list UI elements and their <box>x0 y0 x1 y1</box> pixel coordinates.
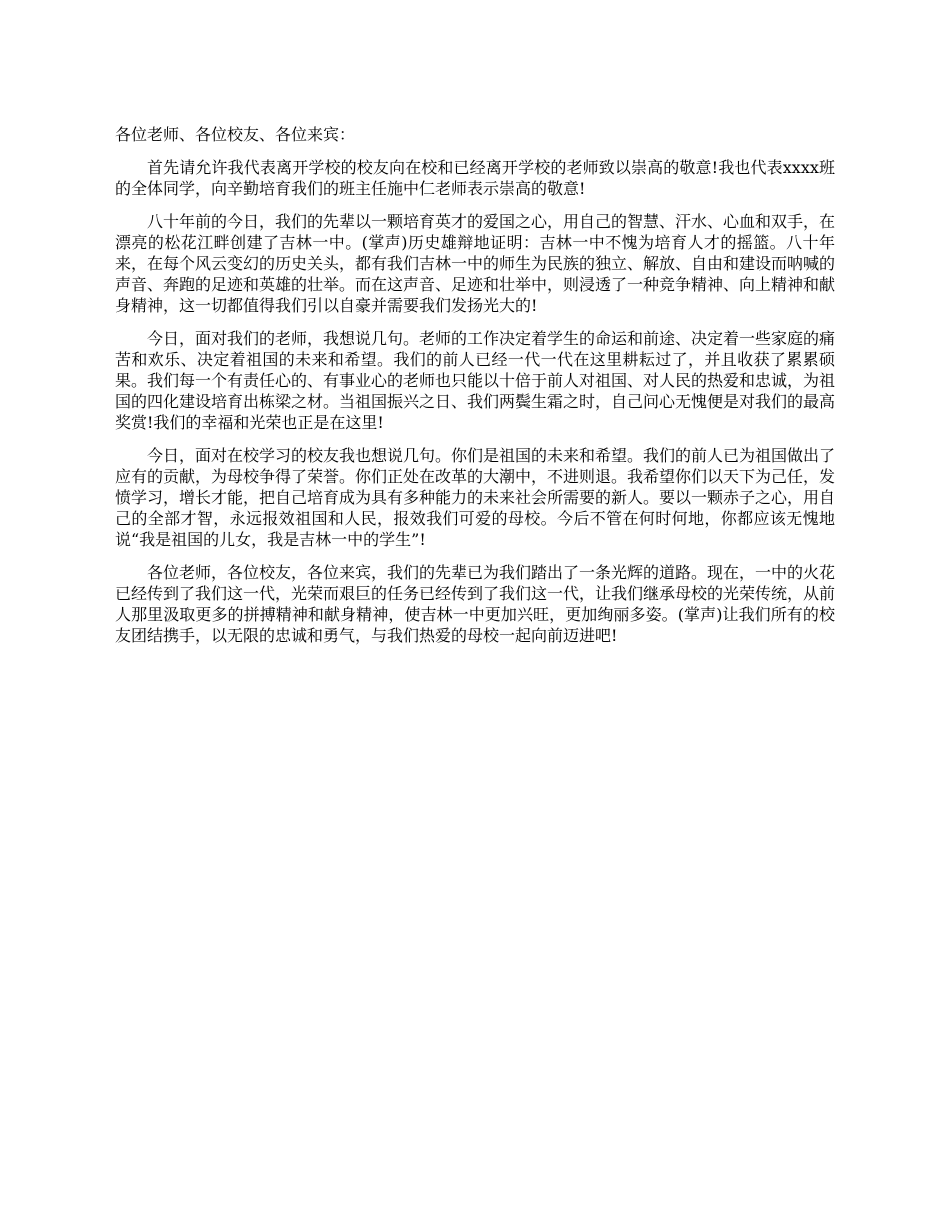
paragraph-5: 各位老师，各位校友，各位来宾，我们的先辈已为我们踏出了一条光辉的道路。现在，一中的火花已经传到了我们这一代，光荣而艰巨的任务已经传到了我们这一代，让我们继承母校的光荣传统，从前人那里汲取更多的拼搏精神和献身精神，使吉林一中更加兴旺，更加绚丽多姿。(掌声)让我们所有的校友团结携手，以无限的忠诚和勇气，与我们热爱的母校一起向前迈进吧! <box>115 563 836 645</box>
salutation: 各位老师、各位校友、各位来宾： <box>115 125 356 144</box>
paragraph-2: 八十年前的今日，我们的先辈以一颗培育英才的爱国之心，用自己的智慧、汗水、心血和双手，在漂亮的松花江畔创建了吉林一中。(掌声)历史雄辩地证明：吉林一中不愧为培育人才的摇篮。八十年来，在每个风云变幻的历史关头，都有我们吉林一中的师生为民族的独立、解放、自由和建设而呐喊的声音、奔跑的足迹和英雄的壮举。而在这声音、足迹和壮举中，则浸透了一种竞争精神、向上精神和献身精神，这一切都值得我们引以自豪并需要我们发扬光大的! <box>115 212 836 315</box>
speech-document <box>115 124 835 658</box>
paragraph-4: 今日，面对在校学习的校友我也想说几句。你们是祖国的未来和希望。我们的前人已为祖国做出了应有的贡献，为母校争得了荣誉。你们正处在改革的大潮中，不进则退。我希望你们以天下为己任，发愤学习，增长才能，把自己培育成为具有多种能力的未来社会所需要的新人。要以一颗赤子之心，用自己的全部才智，永远报效祖国和人民，报效我们可爱的母校。今后不管在何时何地，你都应该无愧地说“我是祖国的儿女，我是吉林一中的学生”! <box>115 446 836 549</box>
paragraph-1: 首先请允许我代表离开学校的校友向在校和已经离开学校的老师致以崇高的敬意!我也代表xxxx班的全体同学，向辛勤培育我们的班主任施中仁老师表示崇高的敬意! <box>115 158 835 198</box>
paragraph-3: 今日，面对我们的老师，我想说几句。老师的工作决定着学生的命运和前途、决定着一些家庭的痛苦和欢乐、决定着祖国的未来和希望。我们的前人已经一代一代在这里耕耘过了，并且收获了累累硕果。我们每一个有责任心的、有事业心的老师也只能以十倍于前人对祖国、对人民的热爱和忠诚，为祖国的四化建设培育出栋梁之材。当祖国振兴之日、我们两鬓生霜之时，自己问心无愧便是对我们的最高奖赏!我们的幸福和光荣也正是在这里! <box>115 329 836 432</box>
